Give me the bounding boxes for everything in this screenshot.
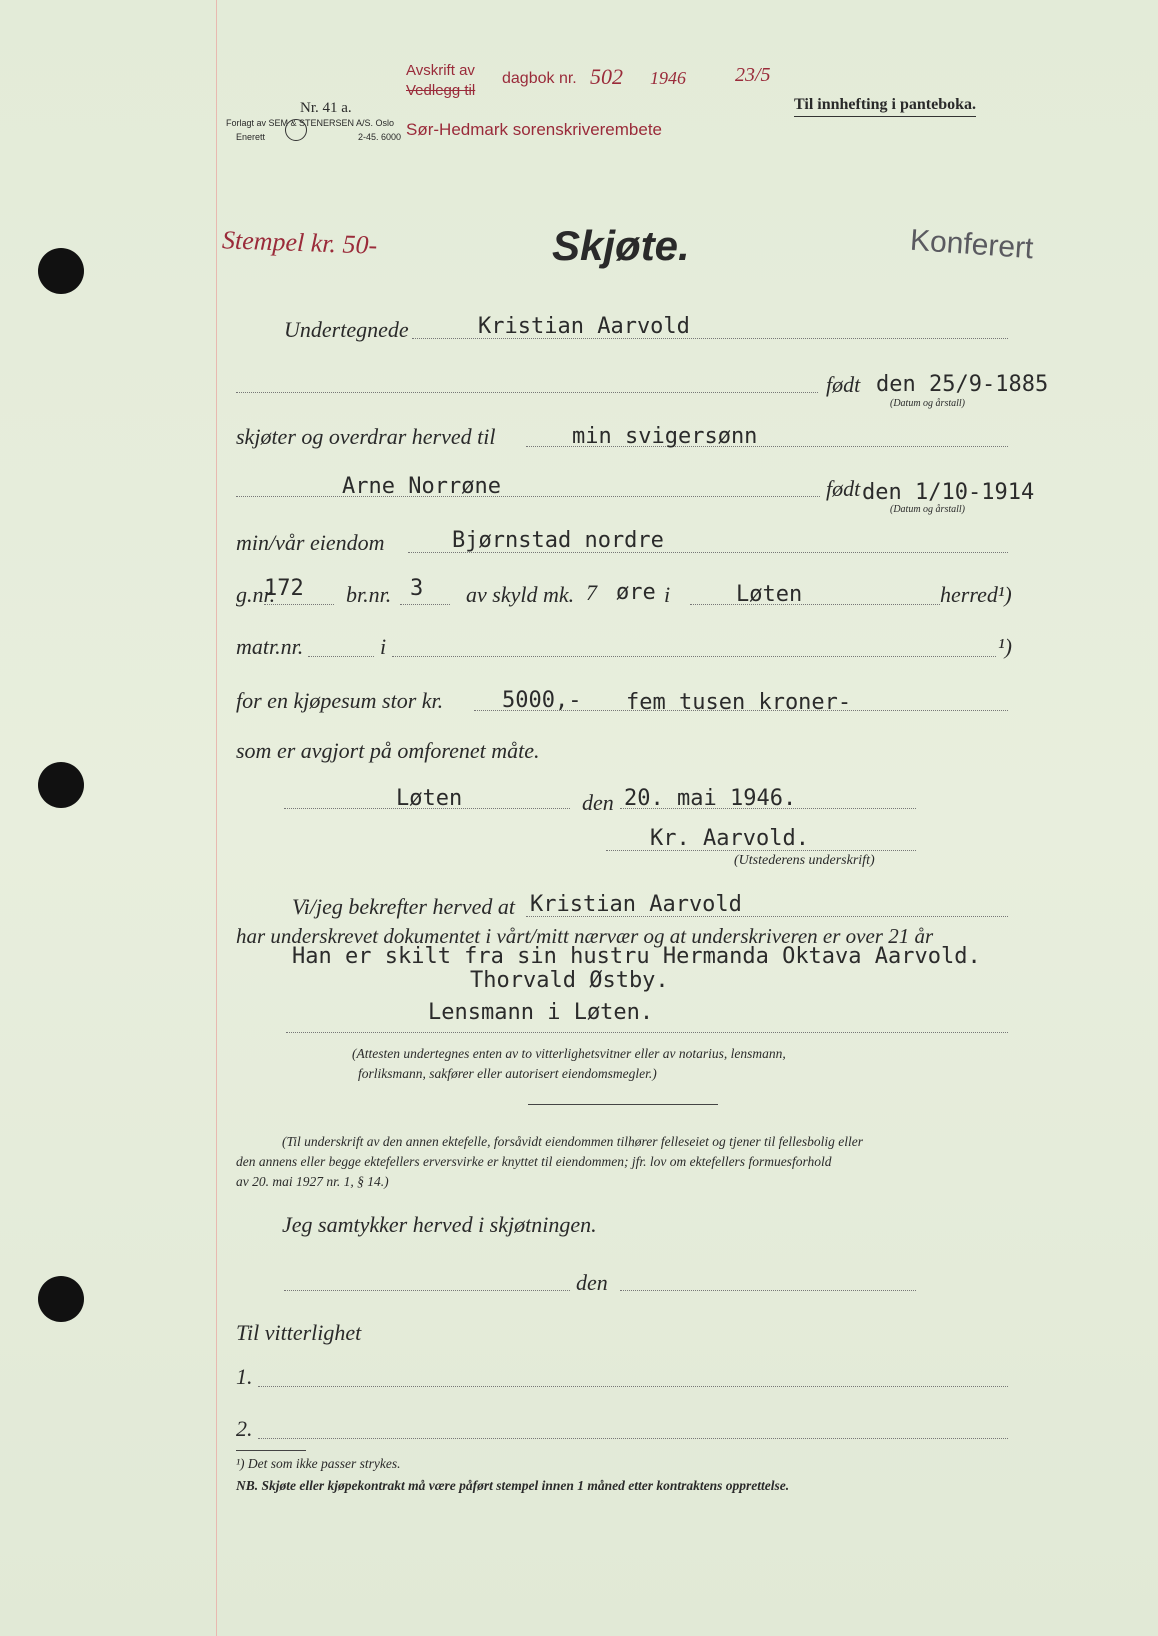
signature-label: (Utstederens underskrift): [734, 853, 875, 868]
dotted-line: [258, 1386, 1008, 1387]
kjopesum-label: for en kjøpesum stor kr.: [236, 688, 444, 713]
spouse-consent: Jeg samtykker herved i skjøtningen.: [282, 1212, 597, 1237]
konferert-stamp: Konferert: [909, 223, 1035, 266]
witness-two: 2.: [236, 1416, 253, 1441]
eiendom-label: min/vår eiendom: [236, 530, 385, 555]
footnote-1: ¹) Det som ikke passer strykes.: [236, 1456, 401, 1471]
footnote-nb: NB. Skjøte eller kjøpekontrakt må være påført stempel innen 1 måned etter kontraktens opprettelse.: [236, 1478, 790, 1493]
dotted-line: [284, 1290, 570, 1291]
i-label: i: [664, 582, 671, 607]
dotted-line: [400, 604, 450, 605]
dotted-line: [258, 1438, 1008, 1439]
ore-label: øre: [616, 580, 656, 605]
kjopesum-value: 5000,-: [502, 688, 582, 713]
attest-note2: forliksmann, sakfører eller autorisert eiendomsmegler.): [358, 1066, 657, 1081]
attest-typed3: Lensmann i Løten.: [428, 1000, 654, 1025]
skjoter-label: skjøter og overdrar herved til: [236, 424, 496, 449]
form-number: Nr. 41 a.: [300, 100, 352, 116]
herred-label: herred¹): [940, 582, 1012, 607]
stamp-dagbok-number: 502: [590, 64, 623, 89]
attest-line2: har underskrevet dokumentet i vårt/mitt nærvær og at underskriveren er over 21 år: [236, 924, 934, 948]
kjopesum-words: fem tusen kroner-: [626, 690, 852, 715]
matr-i: i: [380, 634, 387, 659]
dotted-line: [236, 496, 820, 497]
stamp-vedlegg: Vedlegg til: [406, 82, 476, 99]
witness-label: Til vitterlighet: [236, 1320, 362, 1345]
divider: [528, 1104, 718, 1105]
punch-hole: [38, 762, 84, 808]
spouse-note3: av 20. mai 1927 nr. 1, § 14.): [236, 1174, 389, 1189]
place-value: Løten: [396, 786, 463, 811]
stamp-office: Sør-Hedmark sorenskriverembete: [406, 120, 663, 139]
date-value: 20. mai 1946.: [624, 786, 797, 811]
fodt2-label: født: [826, 476, 861, 501]
stamp-dagbok: dagbok nr.: [502, 70, 577, 87]
spouse-den-label: den: [576, 1270, 608, 1295]
brnr-label: br.nr.: [346, 582, 392, 607]
publisher-logo: [285, 119, 307, 141]
den-label: den: [582, 790, 614, 815]
spouse-note2: den annens eller begge ektefellers erversvirke er knyttet til eiendommen; jfr. lov om ektefellers formuesforhold: [236, 1154, 832, 1169]
dotted-line: [264, 604, 334, 605]
brnr-value: 3: [410, 576, 424, 601]
matr-label: matr.nr.: [236, 634, 304, 659]
skyld-label: av skyld mk.: [466, 582, 575, 607]
punch-hole: [38, 248, 84, 294]
dotted-line: [690, 604, 940, 605]
skyld-value: 7: [586, 580, 597, 605]
gnr-label: g.nr.: [236, 582, 276, 607]
attest-typed2: Thorvald Østby.: [470, 968, 669, 993]
document-title: Skjøte.: [552, 222, 690, 269]
skjoter-value: min svigersønn: [572, 424, 758, 449]
right-note: Til innhefting i panteboka.: [794, 96, 976, 117]
dotted-line: [620, 1290, 916, 1291]
witness-one: 1.: [236, 1364, 253, 1389]
gnr-value: 172: [264, 576, 304, 601]
attest-label: Vi/jeg bekrefter herved at: [292, 894, 515, 919]
attest-value: Kristian Aarvold: [530, 892, 742, 917]
stamp-avskrift: Avskrift av: [406, 62, 475, 79]
datum2-label: (Datum og årstall): [890, 504, 965, 515]
publisher-line: Forlagt av SEM & STENERSEN A/S. Oslo: [226, 118, 395, 128]
dotted-line: [606, 850, 916, 851]
attest-note1: (Attesten undertegnes enten av to vitterlighetsvitner eller av notarius, lensmann,: [352, 1046, 786, 1061]
buyer-value: Arne Norrøne: [342, 474, 501, 499]
signature-value: Kr. Aarvold.: [650, 826, 809, 851]
herred-value: Løten: [736, 582, 803, 607]
margin-line: [216, 0, 217, 1636]
fodt2-value: den 1/10-1914: [862, 480, 1035, 505]
datum-label: (Datum og årstall): [890, 398, 965, 409]
fodt-label: født: [826, 372, 861, 397]
dotted-line: [308, 656, 374, 657]
punch-hole: [38, 1276, 84, 1322]
publisher-enerett: Enerett: [236, 132, 266, 142]
avgjort-text: som er avgjort på omforenet måte.: [236, 738, 540, 763]
spouse-note1: (Til underskrift av den annen ektefelle, forsåvidt eiendommen tilhører felleseiet og tjener til fellesbolig eller: [282, 1134, 863, 1149]
dotted-line: [392, 656, 996, 657]
stamp-year: 1946: [650, 68, 686, 88]
publisher-code: 2-45. 6000: [358, 132, 402, 142]
undertegnede-label: Undertegnede: [284, 317, 409, 342]
stempel-note: Stempel kr. 50-: [221, 225, 378, 260]
dotted-line: [236, 392, 818, 393]
eiendom-value: Bjørnstad nordre: [452, 528, 664, 553]
undertegnede-value: Kristian Aarvold: [478, 314, 690, 339]
fodt-value: den 25/9-1885: [876, 372, 1049, 397]
stamp-date: 23/5: [735, 64, 771, 86]
dotted-line: [286, 1032, 1008, 1033]
matr-end: ¹): [998, 634, 1012, 659]
footnote-rule: [236, 1450, 306, 1451]
attest-typed1: Han er skilt fra sin hustru Hermanda Oktava Aarvold.: [292, 944, 981, 969]
